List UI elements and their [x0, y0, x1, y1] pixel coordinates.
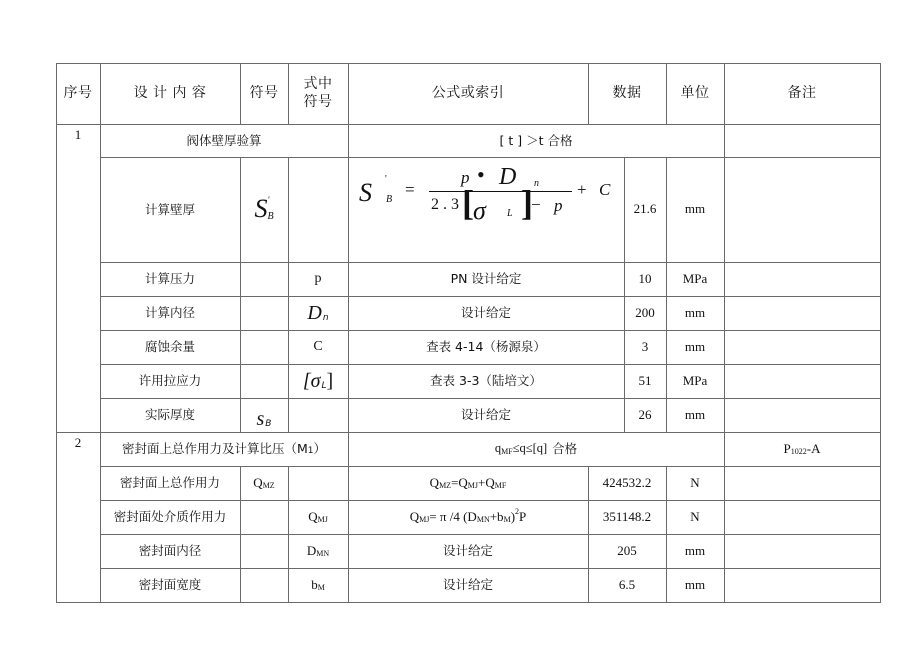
s1-row1-symbol-main: S [254, 194, 268, 224]
eq-lhs-sub: B [386, 194, 393, 205]
rule-right [880, 63, 881, 603]
s2-row2-data: 351148.2 [602, 508, 652, 524]
eq-num-p: p [461, 168, 470, 187]
header-formula-symbol-line2: 符号 [303, 93, 333, 110]
s1-row5-data: 51 [638, 372, 652, 388]
s2-row1-data: 424532.2 [602, 474, 652, 490]
s2-row1-f5: MF [494, 481, 507, 490]
s1-row2-formula: PN 设计给定 [450, 271, 522, 287]
s2-row2-formula [348, 500, 588, 534]
s1-row3-data: 200 [635, 304, 655, 320]
section1-criterion: [ t ] ＞t 合格 [499, 132, 573, 148]
rule-bottom [56, 602, 880, 603]
section2-remark-sub: 1022 [790, 447, 807, 456]
s1-row1-data: 21.6 [633, 201, 657, 217]
s2-row3-fs-main: D [306, 542, 317, 558]
s2-row4-fs-main: b [311, 576, 318, 592]
s2-row3-formula-symbol [288, 534, 348, 568]
s1-row1-symbol-sub: B [267, 210, 274, 222]
s1-row6-name: 实际厚度 [144, 407, 195, 423]
section2-criterion [348, 432, 724, 466]
s1-row1-symbol-marks [267, 196, 273, 224]
eq-num-D: D [499, 164, 517, 190]
section1-title: 阀体壁厚验算 [186, 132, 262, 148]
s2-row2-formula-symbol [288, 500, 348, 534]
s2-row2-fs-sub: MJ [317, 515, 328, 524]
s2-row2-fs-main: Q [308, 508, 318, 524]
header-formula: 公式或索引 [431, 84, 505, 101]
s1-row4-data: 3 [641, 338, 649, 354]
section2-criterion-q: q [494, 441, 502, 456]
s2-row4-name: 密封面宽度 [138, 577, 202, 593]
header-formula-symbol [288, 63, 348, 124]
s1-row5-formula: 查表 3-3（陆培文） [430, 373, 542, 389]
section2-no: 2 [74, 434, 82, 450]
s1-row1-unit: mm [684, 201, 706, 217]
s2-row4-formula: 设计给定 [442, 577, 493, 593]
s2-row2-f7: 2 [515, 507, 520, 516]
section2-remark [724, 432, 880, 466]
eq-fraction-bar [429, 191, 572, 192]
eq-sigma-sub: L [507, 208, 513, 219]
eq-bracket-open: [ [462, 183, 474, 223]
eq-den-coef: 2 . 3 [431, 196, 459, 213]
section2-title-prefix: 密封面上总作用力及计算比压（M [121, 441, 308, 457]
s1-row1-name: 计算壁厚 [144, 201, 195, 217]
s2-row2-unit: N [690, 508, 700, 524]
section2-remark-suffix: -A [806, 440, 821, 456]
s2-row1-symbol [240, 466, 288, 500]
eq-num-sub: n [534, 178, 539, 189]
header-remark: 备注 [787, 84, 817, 101]
s1-row4-unit: mm [684, 338, 706, 354]
s1-row3-name: 计算内径 [144, 305, 195, 321]
s2-row1-f0: Q [429, 474, 440, 490]
header-symbol: 符号 [249, 84, 279, 101]
s2-row1-f3: MJ [467, 481, 479, 490]
s2-row2-f3: MN [476, 515, 490, 524]
header-data: 数据 [612, 84, 642, 101]
s2-row4-data: 6.5 [618, 576, 636, 592]
section1-no: 1 [74, 126, 82, 142]
wall-thickness-equation [349, 158, 623, 261]
s2-row4-formula-symbol [288, 568, 348, 602]
s1-row1-symbol [240, 157, 288, 262]
eq-bracket-close: ] [521, 183, 533, 223]
eq-lhs: S [359, 178, 372, 207]
s2-row3-name: 密封面内径 [138, 543, 202, 559]
s1-row3-fs-main: D [307, 301, 322, 324]
s2-row2-name: 密封面处介质作用力 [113, 509, 227, 525]
s1-row5-fs-close: ] [326, 369, 334, 392]
s1-row1-symbol-prime: ' [267, 194, 270, 205]
s2-row1-symbol-sub: MZ [262, 481, 275, 490]
section2-criterion-range: ≤q≤[q] [512, 441, 548, 456]
s1-row2-name: 计算压力 [144, 271, 195, 287]
s2-row4-fs-sub: M [317, 583, 325, 592]
s2-row2-f1: MJ [419, 515, 430, 524]
s2-row2-f0: Q [409, 508, 420, 524]
s1-row5-fs-main: [σ [302, 369, 321, 392]
s2-row1-f4: +Q [478, 474, 495, 490]
section2-title-sub: 1 [307, 446, 314, 457]
eq-C: C [599, 180, 611, 199]
s1-row3-unit: mm [684, 304, 706, 320]
s2-row2-f6: ) [510, 508, 516, 524]
s2-row4-unit: mm [684, 576, 706, 592]
s2-row1-formula [348, 466, 588, 500]
s2-row3-unit: mm [684, 542, 706, 558]
section2-remark-p: P [783, 440, 791, 456]
section2-criterion-mf: MF [501, 447, 513, 456]
header-unit: 单位 [680, 84, 710, 101]
s2-row1-f1: MZ [439, 481, 452, 490]
s2-row1-unit: N [690, 474, 700, 490]
s1-row6-symbol-main: s [256, 407, 265, 430]
s2-row3-fs-sub: MN [316, 549, 330, 558]
eq-plus: + [577, 180, 587, 199]
s1-row6-symbol [240, 402, 288, 436]
rule-col-unit [724, 63, 725, 603]
s1-row3-fs-sub: n [322, 313, 329, 324]
s1-row2-data: 10 [638, 270, 652, 286]
eq-equals: = [405, 180, 415, 199]
s2-row1-symbol-main: Q [253, 474, 263, 490]
s1-row3-formula: 设计给定 [460, 305, 511, 321]
s1-row4-formula: 查表 4-14（杨源泉） [426, 339, 546, 355]
rule-left [56, 63, 57, 603]
s1-row5-fs-sub: L [321, 381, 327, 392]
s2-row3-data: 205 [617, 542, 637, 558]
eq-sigma: σ [473, 196, 486, 225]
s2-row1-name: 密封面上总作用力 [119, 475, 220, 491]
s1-row6-unit: mm [684, 406, 706, 422]
s2-row2-f2: = π /4 (D [429, 508, 477, 524]
eq-lhs-prime: ' [385, 174, 387, 185]
eq-minus: − [531, 195, 541, 214]
header-no: 序号 [63, 84, 93, 101]
s2-row2-f8: P [519, 508, 527, 524]
section2-title-suffix: ） [313, 441, 327, 457]
s1-row2-formula-symbol: p [314, 271, 322, 287]
section2-criterion-ok: 合格 [552, 441, 578, 457]
s2-row3-formula: 设计给定 [442, 543, 493, 559]
s1-row6-symbol-sub: B [265, 419, 272, 430]
eq-den-p: p [554, 196, 563, 215]
s1-row4-name: 腐蚀余量 [144, 339, 195, 355]
s1-row5-formula-symbol [288, 364, 348, 398]
eq-dot: • [477, 162, 485, 187]
s2-row2-f5: M [503, 515, 511, 524]
s1-row2-unit: MPa [682, 270, 708, 286]
s2-row1-f2: =Q [451, 474, 468, 490]
s1-row5-name: 许用拉应力 [138, 373, 202, 389]
s1-row6-data: 26 [638, 406, 652, 422]
s1-row6-formula: 设计给定 [460, 407, 511, 423]
section2-title [100, 432, 348, 466]
s1-row5-unit: MPa [682, 372, 708, 388]
header-formula-symbol-line1: 式中 [303, 76, 333, 92]
header-content: 设 计 内 容 [133, 84, 207, 101]
s1-row3-formula-symbol [288, 296, 348, 330]
s1-row4-formula-symbol: C [313, 339, 323, 355]
s2-row2-f4: +b [489, 508, 504, 524]
